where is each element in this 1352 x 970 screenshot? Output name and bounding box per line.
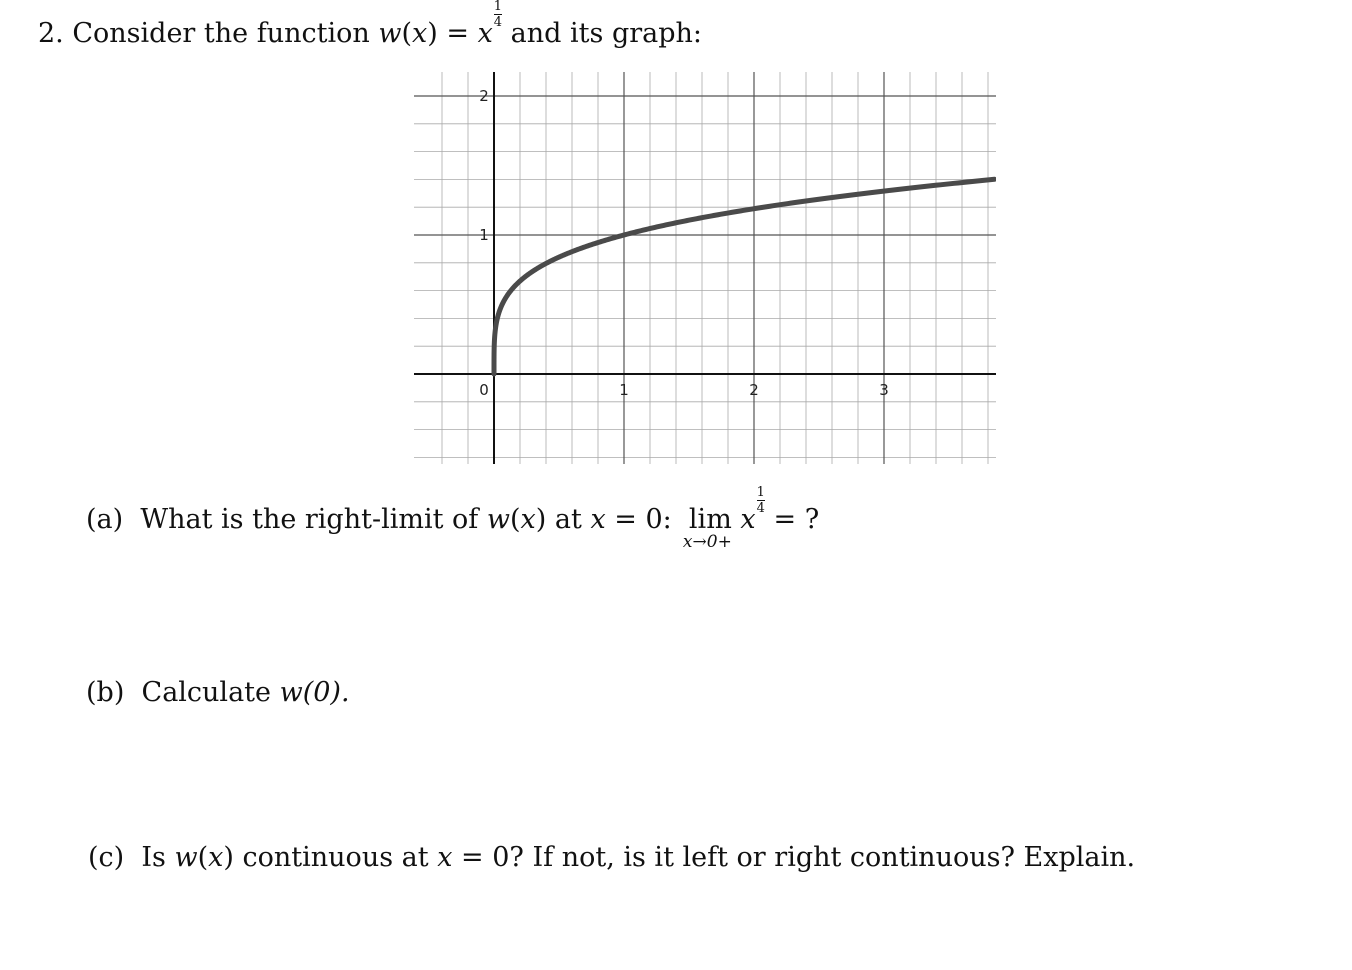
- part-c-label: (c): [88, 842, 125, 873]
- exp-den: 4: [493, 15, 503, 30]
- part-a-label: (a): [86, 504, 124, 535]
- part-a-var: x: [520, 504, 536, 535]
- graph-svg: [414, 72, 996, 464]
- part-c-var: x: [208, 842, 224, 873]
- lim-word: lim: [688, 504, 732, 535]
- part-a-x: x: [590, 504, 606, 535]
- problem-statement: 2. Consider the function w(x) = x $\frac{1}{4}$ and its graph:: [38, 0, 703, 49]
- part-b-expr: w(0).: [279, 677, 350, 708]
- part-c-x: x: [437, 842, 453, 873]
- func-var: x: [412, 18, 428, 49]
- part-a-at: at: [554, 504, 582, 535]
- part-b-text: Calculate: [141, 677, 271, 708]
- part-a-eq: = 0:: [614, 504, 672, 535]
- lim-exponent: [757, 486, 765, 515]
- part-b-label: (b): [86, 677, 125, 708]
- part-a: (a) What is the right-limit of w(x) at x = 0: lim x→0+ x $\frac{1}{4}$ = ?: [86, 485, 820, 552]
- func-base: x: [477, 18, 493, 49]
- part-c-func: w: [174, 842, 198, 873]
- part-b: [86, 679, 350, 706]
- y-tick-label: 2: [479, 87, 489, 105]
- x-tick-label: 0: [479, 381, 489, 399]
- x-tick-label: 1: [619, 381, 629, 399]
- y-tick-label: 1: [479, 226, 489, 244]
- lim-exp-den: 4: [756, 501, 765, 516]
- problem-intro-tail: and its graph:: [510, 18, 703, 49]
- part-c-text3: = 0? If not, is it left or right continuous? Explain.: [461, 842, 1136, 873]
- lim-base: x: [740, 504, 756, 535]
- lim-exp-num: 1: [756, 485, 765, 500]
- problem-intro: Consider the function: [72, 18, 370, 49]
- part-c-text2: continuous at: [242, 842, 429, 873]
- problem-number: 2.: [38, 18, 64, 49]
- part-a-func: w: [486, 504, 510, 535]
- function-graph: [414, 72, 996, 464]
- part-a-text: What is the right-limit of: [140, 504, 479, 535]
- part-c-text1: Is: [141, 842, 166, 873]
- limit-operator: [682, 504, 732, 552]
- func-name: w: [378, 18, 402, 49]
- exp-num: 1: [493, 0, 503, 14]
- x-tick-label: 3: [879, 381, 889, 399]
- x-tick-label: 2: [749, 381, 759, 399]
- exponent-fraction: [494, 0, 502, 29]
- part-c: (c) Is w(x) continuous at x = 0? If not, is it left or right continuous? Explain.: [88, 842, 1136, 873]
- function-curve: [494, 179, 995, 374]
- part-a-tail: = ?: [773, 504, 820, 535]
- lim-subscript: x→0+: [682, 532, 732, 552]
